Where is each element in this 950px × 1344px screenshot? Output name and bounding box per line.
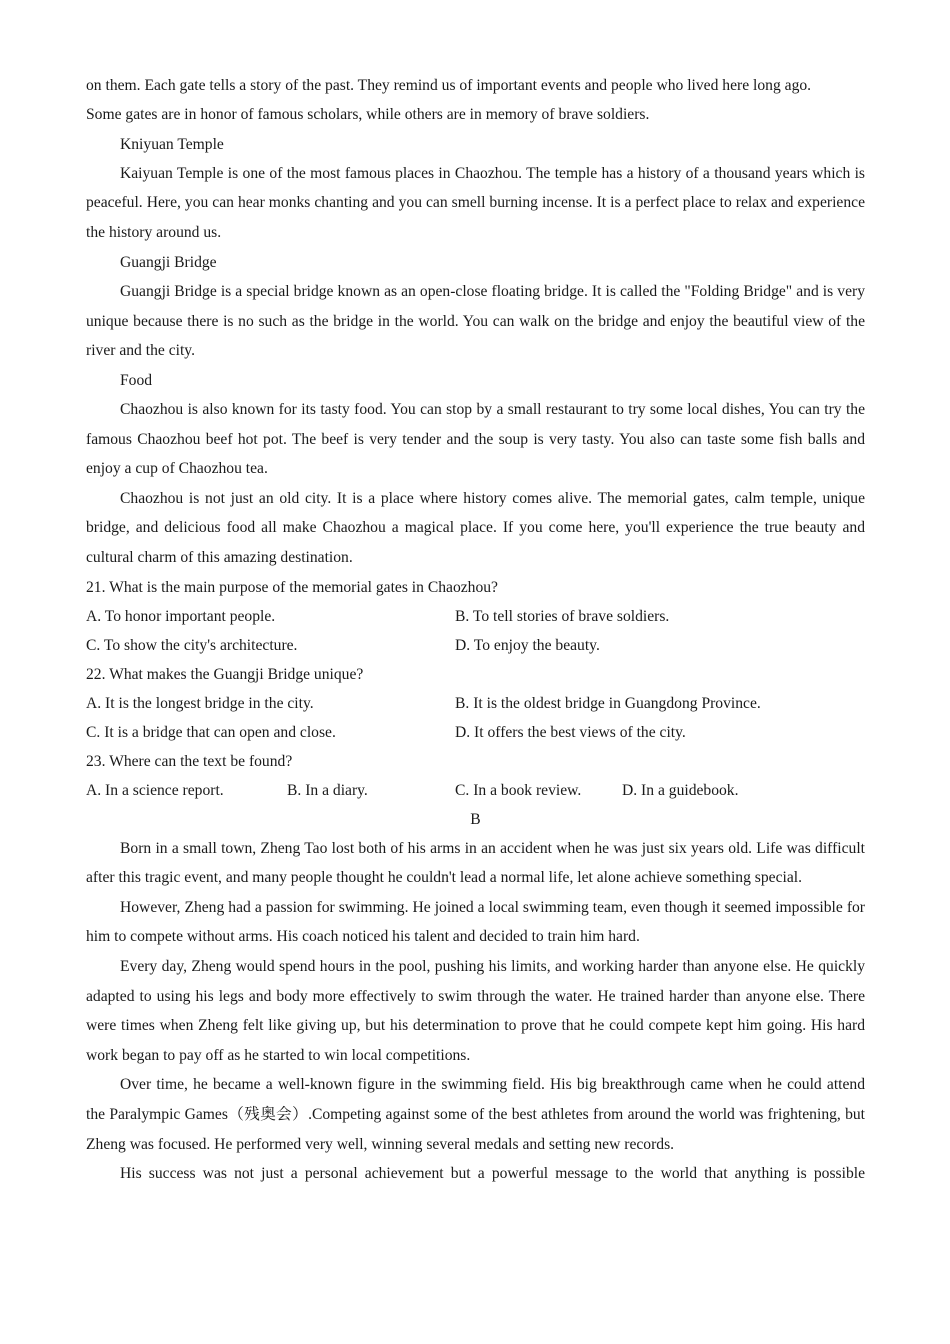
question-21: [86, 573, 865, 660]
intro-line-2: Some gates are in honor of famous scholars, while others are in memory of brave soldiers.: [86, 106, 650, 124]
option-b: B. In a diary.: [287, 781, 368, 799]
option-b: B. To tell stories of brave soldiers.: [455, 607, 670, 625]
section-b-label: B: [470, 810, 481, 828]
temple-heading: Kniyuan Temple: [120, 135, 224, 153]
option-b: B. It is the oldest bridge in Guangdong Province.: [455, 694, 761, 712]
option-d: D. In a guidebook.: [622, 781, 739, 799]
bridge-paragraph: Guangji Bridge is a special bridge known as an open-close floating bridge. It is called the "Folding Bridge" and is very unique because there is no such as the bridge in the world. You can walk on the bridge and enjoy the beautiful view of the river and the city.: [86, 282, 865, 360]
question-stem: 23. Where can the text be found?: [86, 752, 293, 770]
question-stem: 21. What is the main purpose of the memorial gates in Chaozhou?: [86, 578, 498, 596]
passage-b-paragraph-3: Every day, Zheng would spend hours in the pool, pushing his limits, and working harder than anyone else. He quickly adapted to using his legs and body more effectively to swim through the water. He trained harder than anyone else. There were times when Zheng felt like giving up, but his determination to prove that he could compete kept him going. His hard work began to pay off as he started to win local competitions.: [86, 957, 865, 1064]
option-c: C. To show the city's architecture.: [86, 636, 298, 654]
options-row: [86, 776, 865, 805]
food-heading: Food: [120, 371, 153, 389]
temple-paragraph: Kaiyuan Temple is one of the most famous places in Chaozhou. The temple has a history of a thousand years which is peaceful. Here, you can hear monks chanting and you can smell burning incense. It is a perfect place to relax and experience the history around us.: [86, 164, 865, 242]
options-row: [86, 602, 865, 631]
passage-b-paragraph-2: However, Zheng had a passion for swimming. He joined a local swimming team, even though it seemed impossible for him to compete without arms. His coach noticed his talent and decided to train him hard.: [86, 898, 865, 946]
option-a: A. It is the longest bridge in the city.: [86, 694, 314, 712]
options-row: [86, 689, 865, 718]
page-content: [86, 71, 865, 1189]
option-d: D. It offers the best views of the city.: [455, 723, 686, 741]
question-stem: 22. What makes the Guangji Bridge unique?: [86, 665, 364, 683]
food-paragraph: Chaozhou is also known for its tasty food. You can stop by a small restaurant to try some local dishes, You can try the famous Chaozhou beef hot pot. The beef is very tender and the soup is very tasty. You also can taste some fish balls and enjoy a cup of Chaozhou tea.: [86, 401, 865, 478]
passage-b-paragraph-1: Born in a small town, Zheng Tao lost both of his arms in an accident when he was just six years old. Life was difficult after this tragic event, and many people thought he couldn't lead a normal life, let alone achieve something special.: [86, 839, 865, 887]
conclusion-paragraph: Chaozhou is not just an old city. It is a place where history comes alive. The memorial gates, calm temple, unique bridge, and delicious food all make Chaozhou a magical place. If you come here, you'll experience the true beauty and cultural charm of this amazing destination.: [86, 489, 865, 567]
options-row: [86, 718, 865, 747]
option-c: C. It is a bridge that can open and close.: [86, 723, 336, 741]
option-a: A. In a science report.: [86, 781, 224, 799]
options-row: [86, 631, 865, 660]
passage-b-paragraph-5: His success was not just a personal achievement but a powerful message to the world that anything is possible: [120, 1165, 865, 1183]
passage-b-paragraph-4: Over time, he became a well-known figure in the swimming field. His big breakthrough came when he could attend the Paralympic Games（残奥会）.Competing against some of the best athletes from around the world was frightening, but Zheng was focused. He performed very well, winning several medals and setting new records.: [86, 1076, 865, 1153]
question-22: [86, 660, 865, 747]
bridge-heading: Guangji Bridge: [120, 253, 217, 271]
question-23: [86, 747, 865, 805]
option-d: D. To enjoy the beauty.: [455, 636, 600, 654]
option-a: A. To honor important people.: [86, 607, 276, 625]
option-c: C. In a book review.: [455, 781, 582, 799]
intro-line-1: on them. Each gate tells a story of the past. They remind us of important events and people who lived here long ago.: [86, 77, 812, 94]
